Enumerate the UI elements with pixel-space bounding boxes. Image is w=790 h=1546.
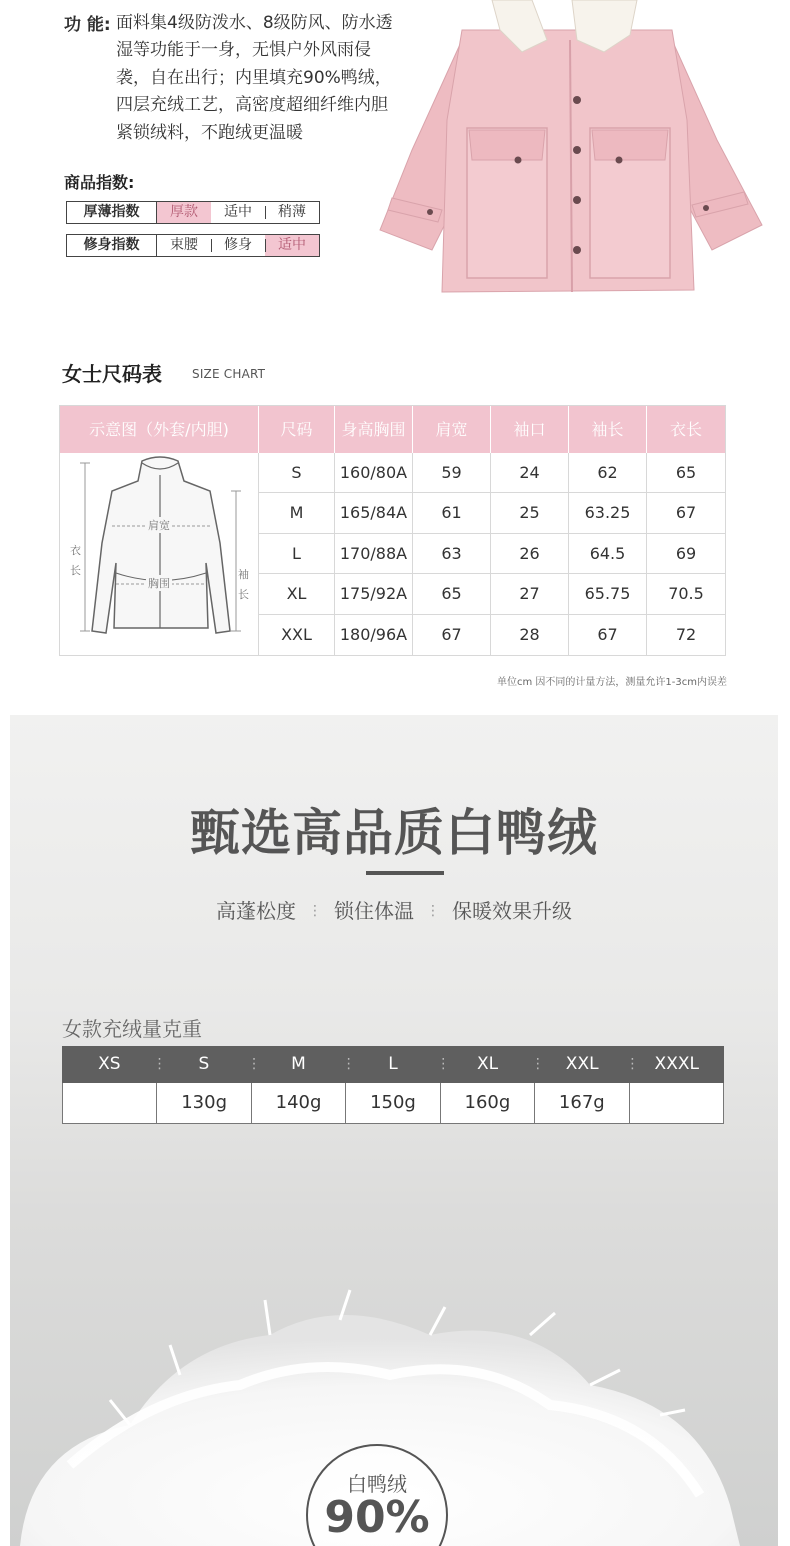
down-title: 甄选高品质白鸭绒 [190,804,598,862]
header-diagram: 示意图（外套/内胆) [60,406,259,453]
diagram-shoulder-label: 肩宽 [148,519,170,532]
fw-weight-m: 140g [252,1083,346,1123]
header-length: 衣长 [669,420,702,439]
cell-sleeve: 65.75 [569,574,647,613]
fill-weight-table [62,1046,724,1124]
cell-shoulder: 65 [413,574,491,613]
size-chart-rows [259,453,725,655]
fit-option-regular: 适中 [265,235,319,256]
fill-weight-values [62,1083,724,1124]
size-chart-title: 女士尺码表 [62,362,162,386]
table-row [259,534,725,574]
fit-index-row [66,234,320,257]
fw-size-s: ⋮ S [157,1046,252,1083]
cell-cuff: 24 [491,453,569,492]
diagram-chest-label: 胸围 [148,577,170,590]
fw-size-xl: ⋮ XL [440,1046,535,1083]
down-tags [10,895,778,924]
pink-coat-image [372,0,767,310]
cell-height-bust: 165/84A [335,493,413,532]
measurement-diagram [60,453,259,655]
badge-percent: 90% [324,1492,430,1543]
cell-sleeve: 63.25 [569,493,647,532]
cell-length: 72 [675,624,697,644]
cell-size: L [259,534,335,573]
header-shoulder: 肩宽 [413,406,491,453]
cell-length: 70.5 [668,584,704,604]
size-chart-header [60,406,725,453]
cell-height-bust: 175/92A [335,574,413,613]
fw-size-l: ⋮ L [346,1046,441,1083]
diagram-sleeve-label: 袖长 [238,568,249,601]
thickness-option-medium: 适中 [224,204,252,220]
table-row [259,493,725,533]
cell-cuff: 25 [491,493,569,532]
fw-weight-xxl: 167g [535,1083,629,1123]
fill-weight-header [62,1046,724,1083]
tag-loft: 高蓬松度 [216,899,296,923]
thickness-option-thin: 稍薄 [265,202,319,223]
size-chart-note: 单位cm 因不同的计量方法，测量允许1-3cm内误差 [497,677,727,688]
table-row [259,574,725,614]
fit-index-label: 修身指数 [67,235,157,256]
cell-shoulder: 61 [413,493,491,532]
cell-sleeve: 67 [569,615,647,655]
cell-length: 69 [675,543,697,563]
fit-option-slim: 修身 [211,235,265,256]
header-height-bust: 身高胸围 [335,406,413,453]
fw-weight-xxxl [630,1083,723,1123]
table-row [259,615,725,655]
cell-size: M [259,493,335,532]
header-sleeve: 袖长 [569,406,647,453]
cell-height-bust: 170/88A [335,534,413,573]
tag-separator: ⋮ [308,903,322,919]
cell-shoulder: 63 [413,534,491,573]
header-size: 尺码 [259,406,335,453]
fw-size-xs: XS [98,1054,121,1074]
fill-weight-title: 女款充绒量克重 [62,1017,202,1041]
cell-length: 65 [675,463,697,482]
diagram-length-label: 衣长 [70,544,81,577]
table-row [259,453,725,493]
fw-weight-l: 150g [346,1083,440,1123]
cell-sleeve: 64.5 [569,534,647,573]
thickness-option-thick: 厚款 [157,202,211,223]
badge-label: 白鸭绒 [347,1472,407,1496]
product-index-title: 商品指数: [64,173,135,192]
fw-weight-xl: 160g [441,1083,535,1123]
fw-size-xxl: ⋮ XXL [535,1046,630,1083]
cell-shoulder: 59 [413,453,491,492]
function-label: 功 能: [64,15,111,35]
fw-weight-s: 130g [157,1083,251,1123]
fw-weight-xs [63,1083,157,1123]
fw-size-m: ⋮ M [251,1046,346,1083]
cell-size: S [259,453,335,492]
title-divider [366,871,444,875]
cell-height-bust: 160/80A [335,453,413,492]
cell-cuff: 27 [491,574,569,613]
tag-separator: ⋮ [426,903,440,919]
header-cuff: 袖口 [491,406,569,453]
cell-length: 67 [675,503,697,523]
cell-shoulder: 67 [413,615,491,655]
cell-cuff: 26 [491,534,569,573]
down-section [10,715,778,1546]
tag-warmth-lock: 锁住体温 [334,899,414,923]
cell-size: XL [259,574,335,613]
cell-size: XXL [259,615,335,655]
fit-option-waisted: 束腰 [170,237,198,253]
cell-sleeve: 62 [569,453,647,492]
thickness-index-label: 厚薄指数 [67,202,157,223]
function-text: 面料集4级防泼水、8级防风、防水透湿等功能于一身，无惧户外风雨侵袭，自在出行；内里填充90%鸭绒，四层充绒工艺，高密度超细纤维内胆紧锁绒料，不跑绒更温暖 [116,13,393,143]
size-chart-subtitle: SIZE CHART [192,367,266,381]
size-chart-table [59,405,726,656]
cell-cuff: 28 [491,615,569,655]
thickness-index-row [66,201,320,224]
tag-warmth-upgrade: 保暖效果升级 [452,899,572,923]
fw-size-xxxl: ⋮ XXXL [629,1046,724,1083]
cell-height-bust: 180/96A [335,615,413,655]
